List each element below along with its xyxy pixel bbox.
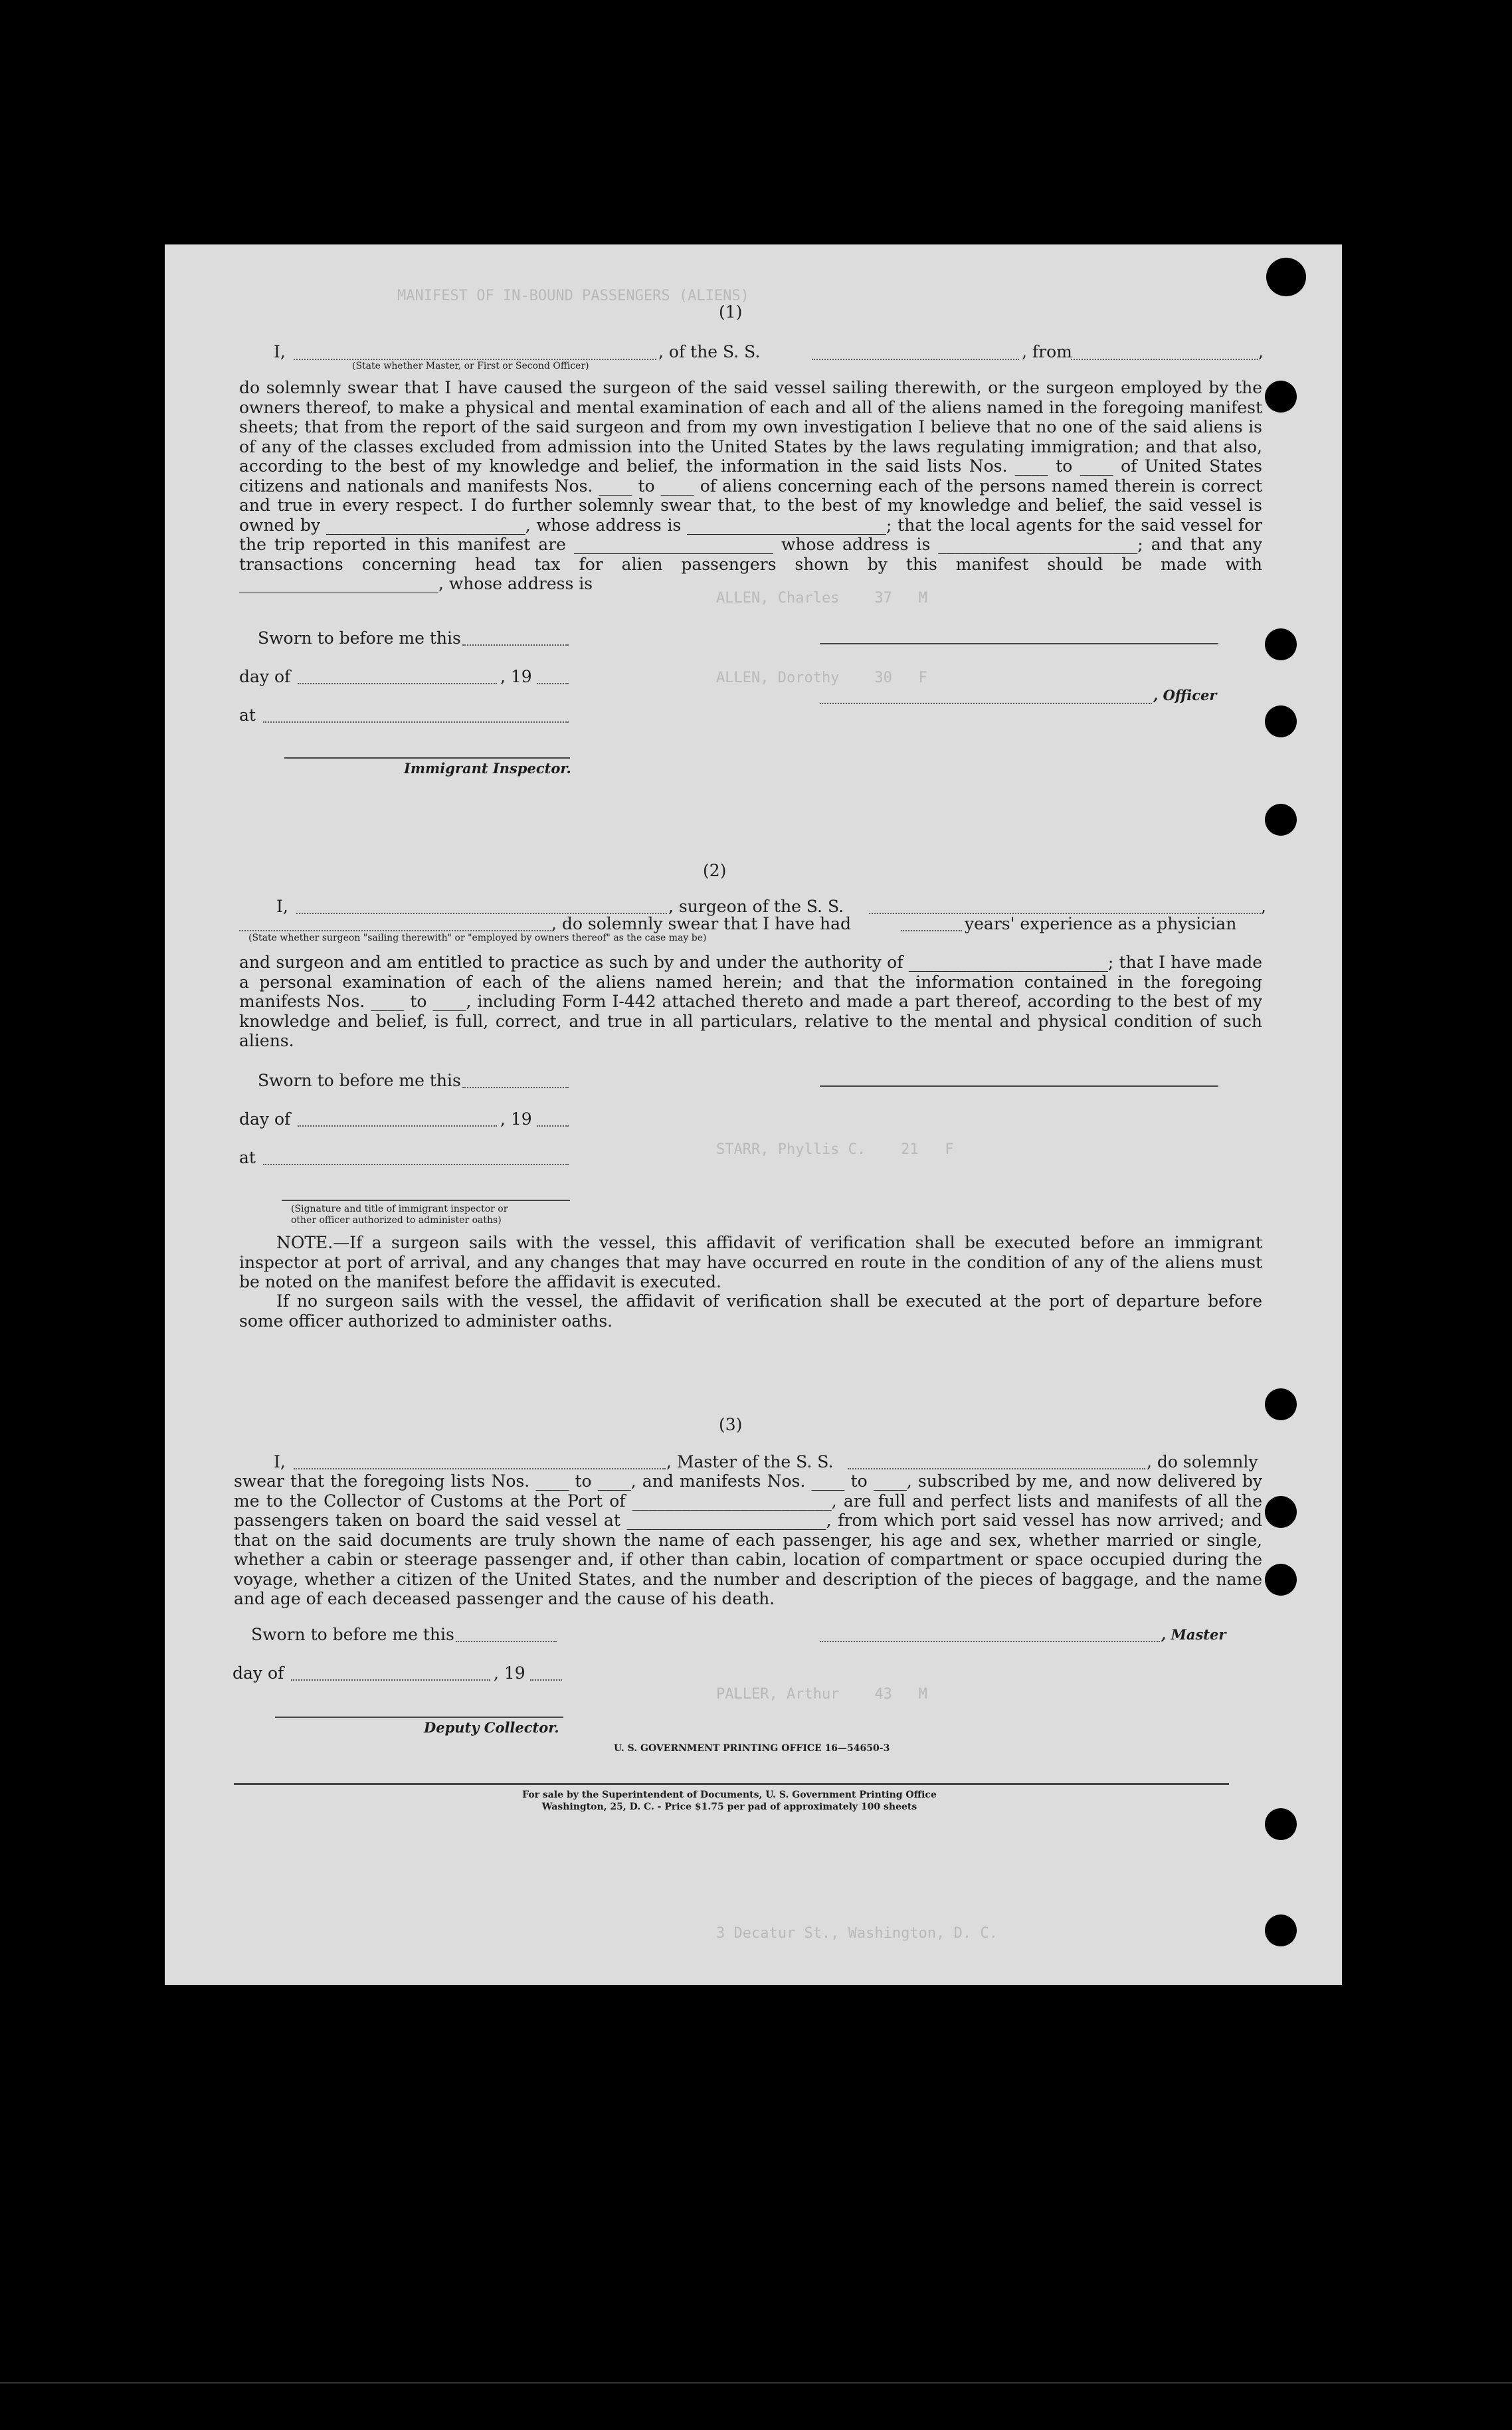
s2-note-2: If no surgeon sails with the vessel, the affidavit of verification shall be executed at the port of departure before some officer authorized to administer oaths. [239,1291,1262,1331]
s1-sworn-date-field[interactable] [462,644,569,646]
scan-edge-line [0,2382,1512,2383]
bleed-through-text: ALLEN, Dorothy 30 F [716,670,927,686]
bleed-through-text: ALLEN, Charles 37 M [716,590,927,607]
s1-at-label: at [239,705,256,725]
s1-i-label: I, [274,342,286,361]
bleed-through-text: MANIFEST OF IN-BOUND PASSENGERS (ALIENS) [397,288,749,304]
s3-master-label-sig: , Master [1161,1626,1226,1643]
s2-affidavit-body: and surgeon and am entitled to practice as such by and under the authority of ________________________; that I have made a personal examination of each of the aliens named herein; and that the information contained in the foregoing manifests Nos. ____ to ____, including Form I-442 attached thereto and made a part thereof, according to the best of my knowledge and belief, is full, correct, and true in all particulars, relative to the mental and physical condition of such aliens. [239,953,1262,1050]
s1-year-field[interactable] [537,683,569,684]
s2-years-field[interactable] [901,930,962,931]
s3-i-label: I, [274,1452,286,1471]
sale-notice-2: Washington, 25, D. C. - Price $1.75 per pad of approximately 100 sheets [541,1802,917,1812]
s3-affidavit-body: swear that the foregoing lists Nos. ____ to ____, and manifests Nos. ____ to ____, subscribed by me, and now delivered by me to the Collector of Customs at the Port of ________________________, are full and perfect lists and manifests of all the passengers taken on board the said vessel at ________________________, from which port said vessel has now arrived; and that on the said documents are truly shown the name of each passenger, his age and sex, whether married or single, whether a cabin or steerage passenger and, if other than cabin, location of compartment or space occupied during the voyage, whether a citizen of the United States, and the number and description of the pieces of baggage, and the name and age of each deceased passenger and the cause of his death. [234,1471,1262,1608]
s3-solemnly-label: , do solemnly [1147,1452,1258,1471]
s2-sig-caption-1: (Signature and title of immigrant inspector or [291,1204,508,1214]
torn-corner [1266,258,1306,296]
s2-year-label: , 19 [500,1109,532,1129]
s3-day-of-label: day of [233,1663,284,1683]
s3-month-field[interactable] [291,1679,490,1681]
s2-years-label: years' experience as a physician [965,914,1237,933]
footer-rule [234,1783,1229,1785]
s2-surgeon-label: , surgeon of the S. S. [668,897,844,916]
gpo-imprint: U. S. GOVERNMENT PRINTING OFFICE 16—54650-3 [614,1743,890,1754]
s1-year-label: , 19 [500,667,532,686]
s3-master-label: , Master of the S. S. [666,1452,834,1471]
s2-i-label: I, [276,897,288,916]
s1-from-label: , from [1022,342,1072,361]
s1-officer-name-field[interactable] [820,703,1152,704]
punch-hole [1265,1388,1297,1420]
s3-year-field[interactable] [530,1679,562,1681]
s1-officer-rank-field[interactable] [294,359,656,360]
punch-hole [1265,628,1297,660]
s2-day-of-label: day of [239,1109,291,1129]
s3-sworn-label: Sworn to before me this [251,1625,454,1644]
s1-from-port-field[interactable] [1071,359,1258,360]
form-page [165,244,1342,1985]
s2-month-field[interactable] [298,1125,497,1127]
section-3-number: (3) [719,1415,743,1434]
s3-year-label: , 19 [494,1663,525,1683]
s3-collector-signature-line[interactable] [275,1717,563,1718]
section-1-number: (1) [719,302,743,322]
s2-surgeon-signature-line[interactable] [820,1085,1218,1087]
punch-hole [1265,381,1297,413]
s1-sworn-label: Sworn to before me this [258,628,461,648]
punch-hole [1265,1808,1297,1840]
s3-collector-label: Deputy Collector. [424,1719,559,1736]
s2-sig-caption-2: other officer authorized to administer oaths) [291,1215,502,1226]
s1-vessel-name-field[interactable] [812,359,1019,360]
s2-administrator-signature-line[interactable] [282,1200,570,1201]
punch-hole [1265,804,1297,836]
s1-inspector-signature-line[interactable] [284,757,570,759]
bleed-through-text: PALLER, Arthur 43 M [716,1686,927,1703]
punch-hole [1265,1496,1297,1528]
s2-sworn-label: Sworn to before me this [258,1071,461,1090]
sale-notice-1: For sale by the Superintendent of Documents, U. S. Government Printing Office [522,1790,937,1800]
s1-of-ss-label: , of the S. S. [658,342,761,361]
s1-rank-caption: (State whether Master, or First or Second Officer) [352,361,589,371]
s1-inspector-label: Immigrant Inspector. [404,760,571,777]
s2-swear-label: , do solemnly swear that I have had [551,914,852,933]
s1-place-field[interactable] [263,721,569,723]
s2-note-1: NOTE.—If a surgeon sails with the vessel, this affidavit of verification shall be executed before an immigrant inspector at port of arrival, and any changes that may have occurred en route in the condition of any of the aliens must be noted on the manifest before the affidavit is executed. [239,1233,1262,1291]
s2-place-field[interactable] [263,1164,569,1165]
s3-master-signature-field[interactable] [820,1641,1160,1642]
s2-status-caption: (State whether surgeon "sailing therewith" or "employed by owners thereof" as the case may be) [248,933,707,943]
comma: , [1261,897,1266,916]
bleed-through-text: STARR, Phyllis C. 21 F [716,1141,954,1158]
s1-month-field[interactable] [298,683,497,684]
s2-year-field[interactable] [537,1125,569,1127]
s1-affidavit-body: do solemnly swear that I have caused the surgeon of the said vessel sailing therewith, or the surgeon employed by the owners thereof, to make a physical and mental examination of each and all of the aliens named in the foregoing manifest sheets; that from the report of the said surgeon and from my own investigation I believe that no one of the said aliens is of any of the classes excluded from admission into the United States by the laws regulating immigration; and that also, according to the best of my knowledge and belief, the information in the said lists Nos. ____ to ____ of United States citizens and nationals and manifests Nos. ____ to ____ of aliens concerning each of the persons named therein is correct and true in every respect. I do further solemnly swear that, to the best of my knowledge and belief, the said vessel is owned by ________________________, whose address is ________________________; that the local agents for the said vessel for the trip reported in this manifest are ________________________ whose address is ________________________; and that any transactions concerning head tax for alien passengers shown by this manifest should be made with ________________________, whose address is [239,378,1262,593]
comma: , [1258,342,1264,361]
punch-hole [1265,1915,1297,1946]
s3-vessel-name-field[interactable] [848,1468,1145,1469]
s2-sailing-status-field[interactable] [239,930,551,931]
s3-sworn-date-field[interactable] [456,1641,557,1642]
bleed-through-text: 3 Decatur St., Washington, D. C. [716,1925,998,1942]
s1-officer-label: , Officer [1153,687,1217,703]
s1-officer-signature-line[interactable] [820,643,1218,644]
section-2-number: (2) [703,861,727,880]
s1-day-of-label: day of [239,667,291,686]
s2-at-label: at [239,1148,256,1167]
s3-master-name-field[interactable] [294,1468,666,1469]
s2-sworn-date-field[interactable] [462,1087,569,1088]
punch-hole [1265,1564,1297,1596]
punch-hole [1265,705,1297,737]
